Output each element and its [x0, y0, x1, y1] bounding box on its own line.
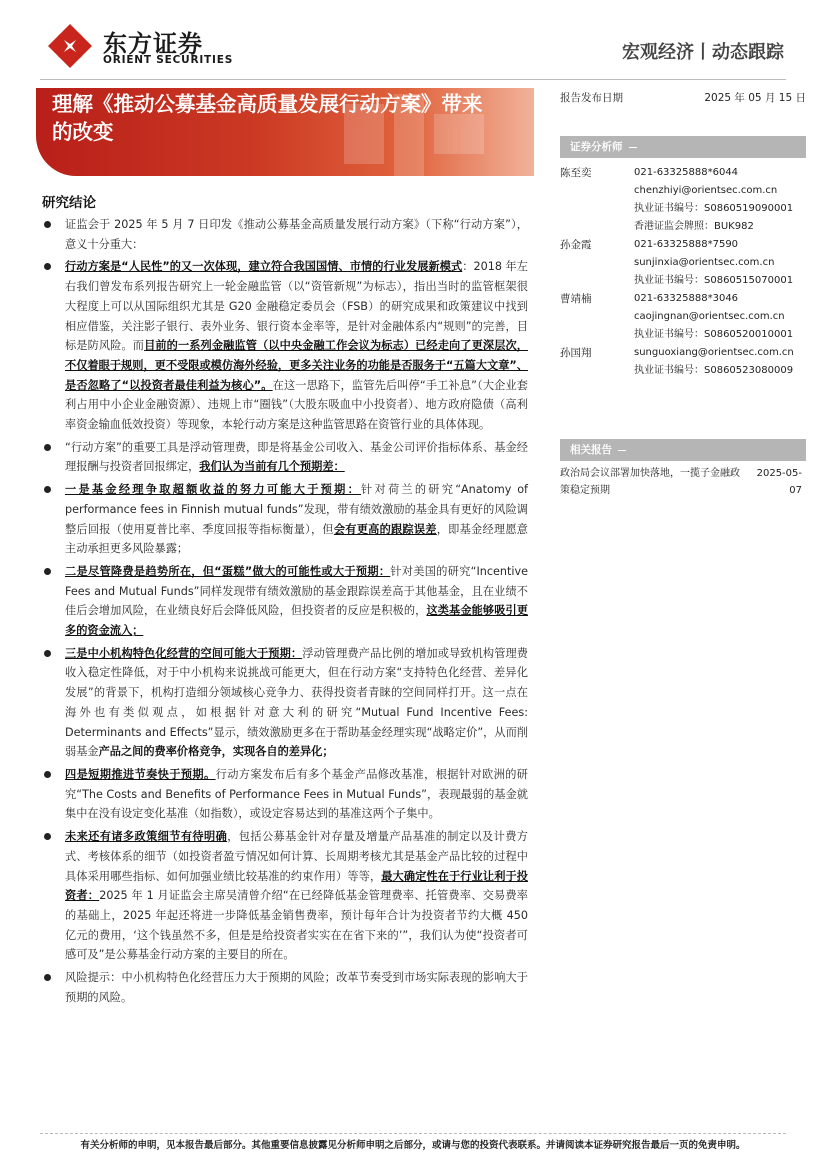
analyst-name: 曹靖楠: [560, 293, 592, 305]
emphasis-text: 会有更高的跟踪误差: [333, 522, 437, 536]
orient-securities-logo: [46, 22, 94, 70]
body-text: ，包括公募基金针对存量及增量产品基准的制定以及计费方式、考核体系的细节（如投资者盈亏情况如何计算、长周期考核尤其是基金产品比较的过程中具体采用哪些指标、如何加强业绩比较基准的约束作用）等等，: [65, 830, 528, 883]
related-header: [560, 439, 806, 461]
analyst-contact-line: 执业证书编号：S0860519090001: [634, 203, 794, 214]
related-report-item[interactable]: [560, 465, 806, 499]
analyst-contact-line: 021-63325888*6044: [634, 167, 739, 178]
emphasis-text: 行动方案是“人民性”的又一次体现，建立符合我国国情、市情的行业发展新模式: [65, 260, 463, 274]
conclusion-bullet: [42, 644, 528, 762]
analyst-email[interactable]: chenzhiyi@orientsec.com.cn: [634, 185, 778, 196]
brand-name-cn: 东方证券: [103, 30, 203, 58]
analysts-header: [560, 136, 806, 158]
analyst-name: 孙金霞: [560, 239, 592, 251]
body-text: 针对荷兰的研究“Anatomy of performance fees in Finnish mutual funds”发现，带有绩效激励的基金具有更好的风险调整后回报（使用夏普比率、季度回报等指标衡量），但: [65, 483, 528, 536]
analyst-email[interactable]: caojingnan@orientsec.com.cn: [634, 311, 785, 322]
related-report-title[interactable]: 政治局会议部署加快落地，一揽子金融政策稳定预期: [560, 468, 740, 496]
conclusion-bullet: [42, 765, 528, 824]
bullet-dot-icon: [44, 221, 51, 228]
emphasis-text: 这类基金能够吸引更多的资金流入；: [65, 604, 528, 638]
conclusion-bullet: [42, 562, 528, 641]
emphasis-text: 四是短期推进节奏快于预期。: [65, 767, 216, 781]
bullet-dot-icon: [44, 486, 51, 493]
emphasis-text: 二是尽管降费是趋势所在，但“蛋糕”做大的可能性或大于预期：: [65, 564, 391, 578]
report-category: 宏观经济丨动态跟踪: [622, 42, 784, 63]
analyst-email[interactable]: sunguoxiang@orientsec.com.cn: [634, 347, 794, 358]
body-text: 针对美国的研究“Incentive Fees and Mutual Funds”同样发现带有绩效激励的基金跟踪误差高于其他基金，且在业绩不佳后会增加风险，在业绩良好后会降低风险，但投资者的反应是积极的，: [65, 564, 528, 618]
bullet-dot-icon: [44, 833, 51, 840]
body-text: “行动方案”的重要工具是浮动管理费，即是将基金公司收入、基金公司评价指标体系、基金经理报酬与投资者回报绑定，: [65, 440, 528, 474]
bullet-dot-icon: [44, 771, 51, 778]
body-text: ：2018 年左右我们曾发布系列报告研究上一轮金融监管（以“资管新规”为标志），指出当时的监管框架很大程度上可以从国际组织尤其是 G20 金融稳定委员会（FSB）的研究成果和政策建议中找到相应借鉴，关注影子银行、表外业务、银行资本金率等，是针对金融体系内“规则”的完善，目标是防风险。而: [65, 260, 528, 353]
brand-name-en: ORIENT SECURITIES: [103, 54, 234, 66]
analyst-contact-line: 021-63325888*7590: [634, 239, 739, 250]
analysts-header-label: 证券分析师: [570, 141, 623, 153]
bullet-dot-icon: [44, 263, 51, 270]
emphasis-text: 我们认为当前有几个预期差：: [199, 460, 345, 474]
related-header-label: 相关报告: [570, 444, 612, 456]
analyst-entry: [560, 290, 806, 344]
emphasis-text: 最大确定性在于行业让利于投资者：: [65, 869, 528, 903]
conclusion-bullet: [42, 968, 528, 1007]
analyst-entry: [560, 344, 806, 380]
body-text: 2025 年 1 月证监会主席吴清曾介绍“在已经降低基金管理费率、托管费率、交易费率的基础上，2025 年起还将进一步降低基金销售费率，预计每年合计为投资者节约大概 450 亿元的费用，‘这个钱虽然不多，但是是给投资者实实在在省下来的’”，我们认为使“投资者可感可及”是公募基金行动方案的主要目的所在。: [65, 889, 528, 962]
analyst-contact-line: 香港证监会牌照：BUK982: [634, 221, 754, 232]
body-text: 浮动管理费产品比例的增加或导致机构管理费收入稳定性降低，对于中小机构来说挑战可能更大，但在行动方案“支持特色化经营、差异化发展”的背景下，机构打造细分领域核心竞争力、获得投资者青睐的空间同样打开。这一点在海外也有类似观点，如根据针对意大利的研究“Mutual Fund Incentive Fees: Determinants and Effects”显示，绩效激励更多在于帮助基金经理实现“战略定价”，从而削弱基金: [65, 646, 528, 759]
bullet-dot-icon: [44, 974, 51, 981]
analyst-email[interactable]: sunjinxia@orientsec.com.cn: [634, 257, 775, 268]
report-title: 理解《推动公募基金高质量发展行动方案》带来的改变: [52, 92, 483, 144]
body-text: 行动方案发布后有多个基金产品修改基准，根据针对欧洲的研究“The Costs and Benefits of Performance Fees in Mutual Funds”，表现最弱的基金就集中在没有设定变化基准（如指数），或设定容易达到的基准这两个子集中。: [65, 767, 528, 821]
research-conclusions: [42, 215, 528, 1010]
body-text: 证监会于 2025 年 5 月 7 日印发《推动公募基金高质量发展行动方案》（下称“行动方案”），意义十分重大：: [65, 218, 528, 251]
date-label: 报告发布日期: [560, 92, 623, 104]
analyst-name: 孙国翔: [560, 347, 592, 359]
conclusion-bullet: [42, 480, 528, 559]
related-report-date: 2025-05-07: [756, 468, 802, 496]
emphasis-text: 未来还有诸多政策细节有待明确: [65, 830, 228, 844]
body-text: ，即基金经理愿意主动承担更多风险暴露；: [65, 522, 528, 556]
analyst-contact-line: 执业证书编号：S0860523080009: [634, 365, 794, 376]
analyst-entry: [560, 164, 806, 236]
bullet-dot-icon: [44, 444, 51, 451]
footer-disclaimer: 有关分析师的申明，见本报告最后部分。其他重要信息披露见分析师申明之后部分，或请与您的投资代表联系。并请阅读本证券研究报告最后一页的免责申明。: [80, 1140, 746, 1151]
conclusion-bullet: [42, 827, 528, 965]
conclusion-bullet: [42, 438, 528, 477]
bullet-dot-icon: [44, 650, 51, 657]
body-text: 风险提示：中小机构特色化经营压力大于预期的风险；改革节奏受到市场实际表现的影响大于预期的风险。: [65, 971, 528, 1004]
emphasis-text: 一是基金经理争取超额收益的努力可能大于预期：: [65, 483, 362, 497]
header-divider: [40, 79, 786, 80]
bullet-dot-icon: [44, 568, 51, 575]
emphasis-text: 目前的一系列金融监管（以中央金融工作会议为标志）已经走向了更深层次，不仅着眼于规则，更不受限或模仿海外经验，更多关注业务的功能是否服务于“五篇大文章”、是否忽略了“以投资者最佳利益为核心”。: [65, 339, 528, 392]
body-text: 在这一思路下，监管先后叫停“手工补息”（大企业套利占用中小企业金融资源）、违规上市“圈钱”（大股东吸血中小投资者）、地方政府隐债（高利率资金输血低效投资）等现象，本轮行动方案是这种监管思路在资管行业的具体体现。: [65, 378, 528, 432]
emphasis-text: 产品之间的费率价格竞争，实现各自的差异化；: [98, 745, 334, 759]
section-heading: 研究结论: [42, 195, 96, 211]
related-reports: [560, 465, 806, 499]
analyst-contact-line: 021-63325888*3046: [634, 293, 739, 304]
analyst-contact-line: 执业证书编号：S0860520010001: [634, 329, 794, 340]
conclusion-bullet: [42, 257, 528, 434]
emphasis-text: 三是中小机构特色化经营的空间可能大于预期：: [65, 646, 303, 660]
conclusion-bullet: [42, 215, 528, 254]
date-value: 2025 年 05 月 15 日: [704, 92, 806, 104]
analyst-name: 陈至奕: [560, 167, 592, 179]
analyst-contact-line: 执业证书编号：S0860515070001: [634, 275, 794, 286]
analyst-entry: [560, 236, 806, 290]
footer-divider: [40, 1133, 786, 1134]
analyst-list: [560, 164, 806, 380]
